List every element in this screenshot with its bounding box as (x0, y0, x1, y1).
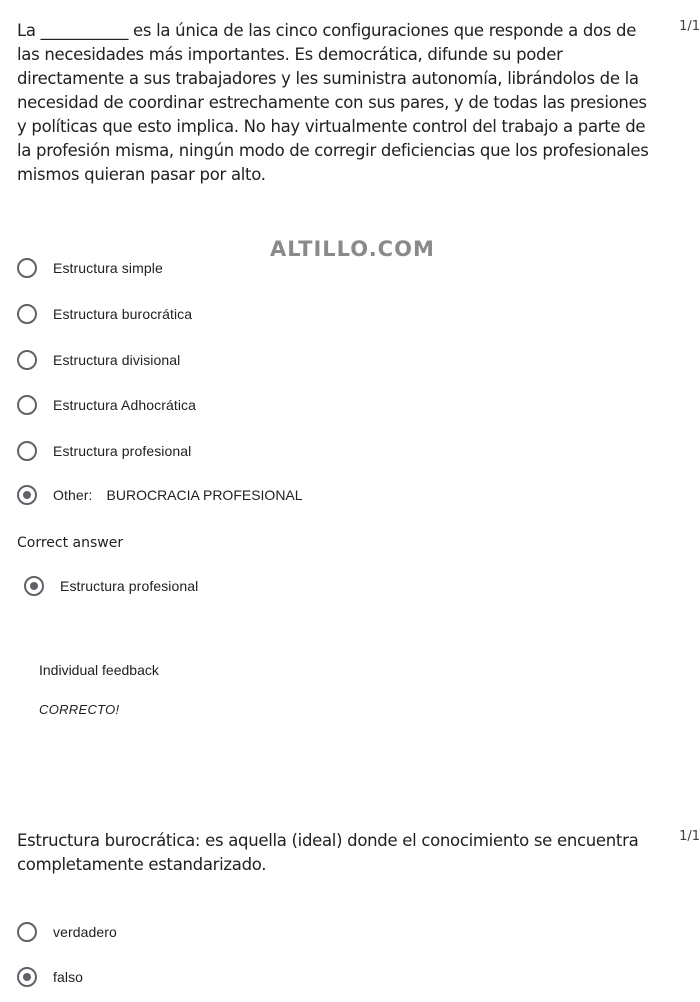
radio-unchecked-icon[interactable] (17, 922, 37, 942)
radio-unchecked-icon[interactable] (17, 441, 37, 461)
feedback-title: Individual feedback (39, 662, 159, 678)
question-score: 1/1 (679, 19, 700, 34)
option-label: Estructura Adhocrática (53, 397, 197, 413)
option-label: verdadero (53, 924, 117, 940)
option-label: Estructura profesional (53, 443, 192, 459)
option-estructura-adhocratica[interactable] (17, 393, 196, 417)
radio-unchecked-icon[interactable] (17, 258, 37, 278)
option-estructura-burocratica[interactable] (17, 302, 192, 326)
correct-answer-label: Estructura profesional (60, 578, 199, 594)
correct-answer-title: Correct answer (17, 535, 124, 551)
radio-checked-icon[interactable] (17, 485, 37, 505)
option-label: Estructura divisional (53, 352, 181, 368)
option-other[interactable] (17, 483, 303, 507)
radio-checked-icon (24, 576, 44, 596)
correct-answer-option (24, 574, 198, 598)
option-estructura-profesional[interactable] (17, 439, 191, 463)
option-label: Estructura burocrática (53, 306, 193, 322)
option-label: falso (53, 969, 84, 985)
radio-checked-icon[interactable] (17, 967, 37, 987)
question-text: Estructura burocrática: es aquella (ideal) donde el conocimiento se encuentra completamente estandarizado. (17, 831, 639, 874)
radio-unchecked-icon[interactable] (17, 350, 37, 370)
option-label: Estructura simple (53, 260, 163, 276)
option-estructura-divisional[interactable] (17, 348, 180, 372)
question-text: La ___________ es la única de las cinco configuraciones que responde a dos de las necesidades más importantes. Es democrática, difunde su poder directamente a sus trabajadores y les suministra autonomía, librándolos de la necesidad de coordinar estrechamente con sus pares, y de todas las presiones y políticas que esto implica. No hay virtualmente control del trabajo a parte de la profesión misma, ningún modo de corregir deficiencias que los profesionales mismos quieran pasar por alto. (17, 21, 649, 184)
watermark: ALTILLO.COM (270, 237, 435, 261)
feedback-text: CORRECTO! (39, 702, 120, 717)
option-verdadero[interactable] (17, 920, 117, 944)
option-estructura-simple[interactable] (17, 256, 163, 280)
other-label: Other: (53, 487, 93, 503)
other-value: BUROCRACIA PROFESIONAL (106, 487, 303, 503)
option-falso[interactable] (17, 965, 83, 989)
radio-unchecked-icon[interactable] (17, 395, 37, 415)
radio-unchecked-icon[interactable] (17, 304, 37, 324)
question-score: 1/1 (679, 829, 700, 844)
